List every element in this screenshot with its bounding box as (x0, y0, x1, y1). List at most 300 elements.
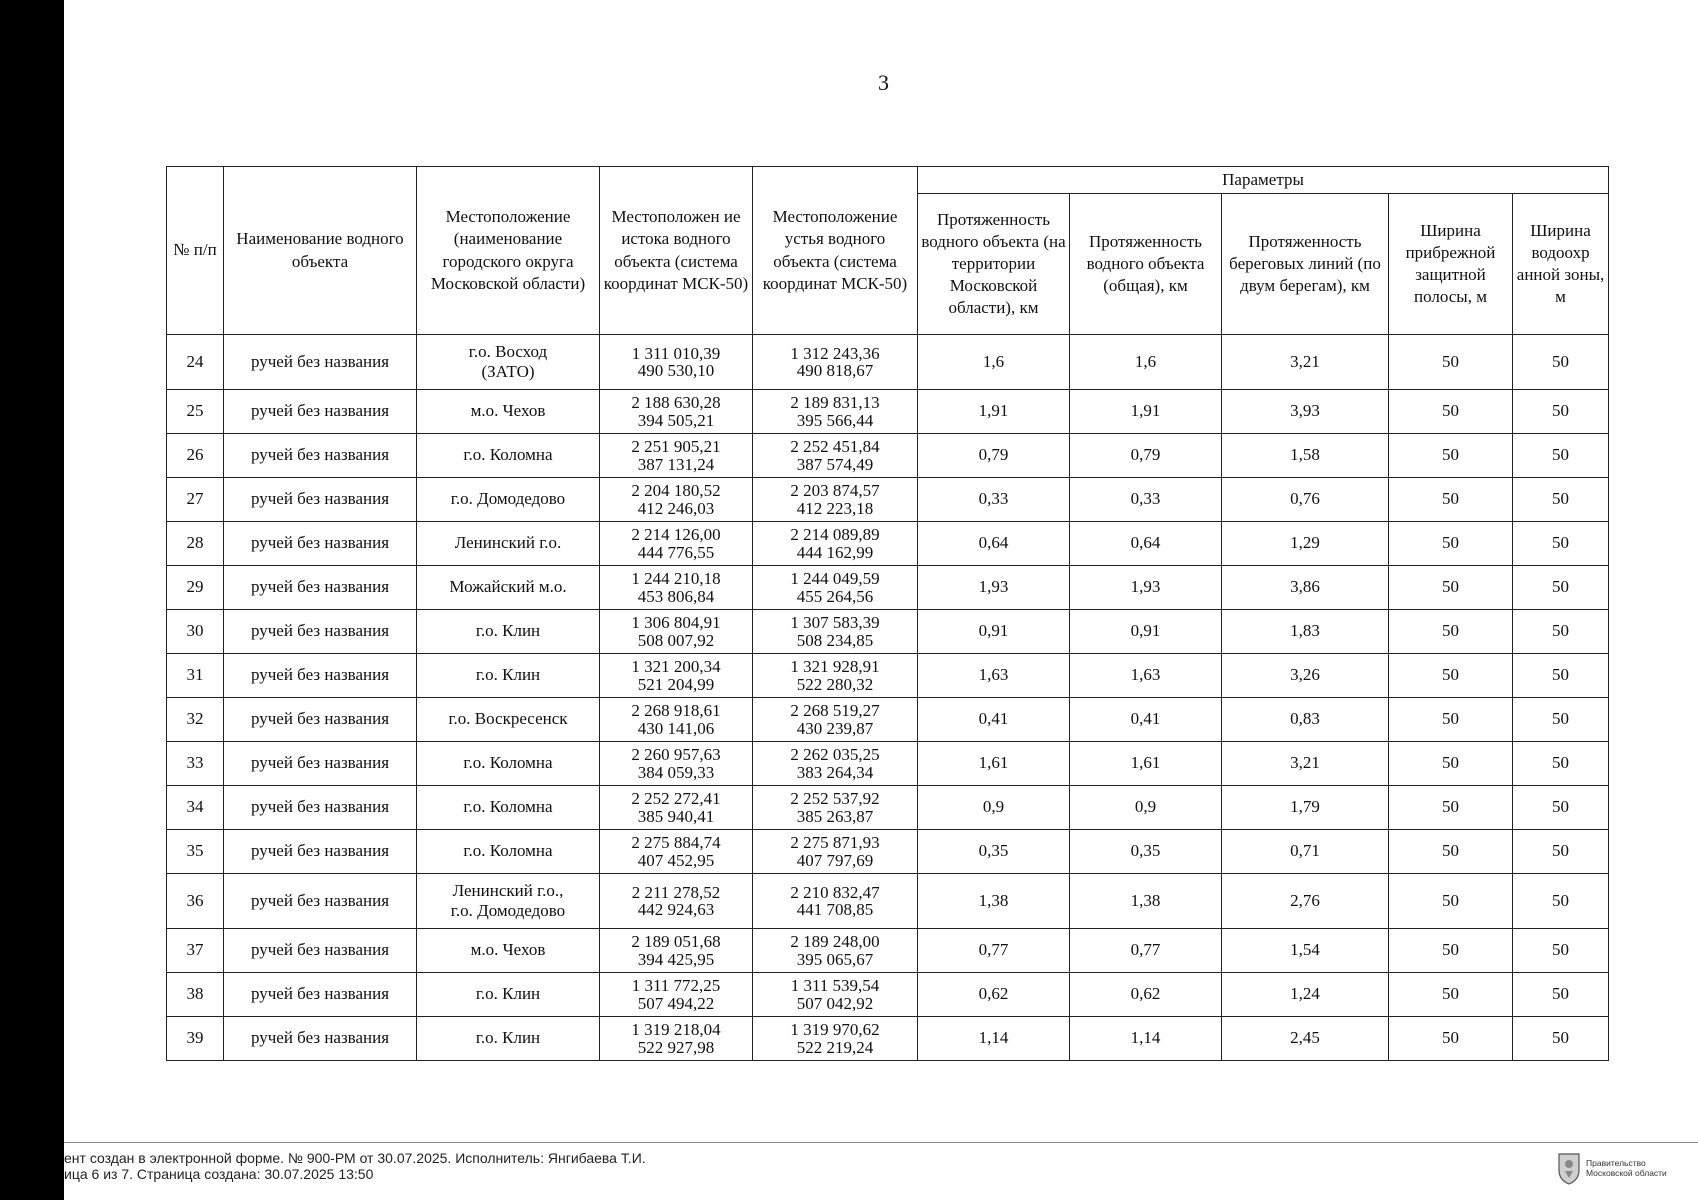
cell-name (224, 698, 417, 742)
cell-location (417, 874, 600, 929)
cell-source-coords-text: 2 252 272,41 (631, 789, 721, 809)
header-num: № п/п (167, 167, 224, 335)
cell-protect-width (1513, 929, 1609, 973)
cell-location (417, 654, 600, 698)
cell-protect-width-text: 50 (1552, 1028, 1570, 1048)
cell-mouth-coords-text: 407 797,69 (796, 850, 874, 870)
cell-protect-width (1513, 830, 1609, 874)
cell-len-region-text: 0,62 (978, 984, 1009, 1004)
cell-coastal-width (1389, 478, 1513, 522)
cell-num-text: 29 (186, 577, 204, 597)
cell-protect-width (1513, 874, 1609, 929)
cell-protect-width (1513, 1017, 1609, 1061)
cell-coastal-width (1389, 742, 1513, 786)
cell-source-coords-text: 2 214 126,00 (631, 525, 721, 545)
cell-num (167, 654, 224, 698)
cell-source-coords-text: 2 204 180,52 (631, 481, 721, 501)
cell-coastal-width (1389, 522, 1513, 566)
cell-name-text: ручей без названия (250, 577, 390, 597)
cell-shore-len (1222, 478, 1389, 522)
cell-source-coords-text: 442 924,63 (637, 900, 715, 919)
cell-coastal-width (1389, 654, 1513, 698)
cell-len-region (918, 698, 1070, 742)
cell-len-total-text: 0,62 (1130, 984, 1161, 1004)
cell-name (224, 522, 417, 566)
cell-source-coords (600, 478, 753, 522)
table-body (167, 335, 1609, 1061)
cell-shore-len-text: 0,83 (1290, 709, 1320, 729)
cell-shore-len (1222, 566, 1389, 610)
cell-location-text: Можайский м.о. (449, 577, 567, 597)
cell-source-coords-text: 430 141,06 (637, 718, 715, 738)
cell-len-region-text: 0,64 (978, 533, 1009, 553)
cell-len-total-text: 0,64 (1130, 533, 1161, 553)
table-row (167, 335, 1609, 390)
cell-protect-width-text: 50 (1552, 445, 1570, 465)
cell-mouth-coords (753, 742, 918, 786)
cell-shore-len (1222, 654, 1389, 698)
cell-location-text: Ленинский г.о., (452, 880, 564, 900)
cell-mouth-coords (753, 874, 918, 929)
cell-source-coords-text: 1 244 210,18 (631, 569, 721, 589)
cell-mouth-coords (753, 973, 918, 1017)
cell-len-total (1070, 654, 1222, 698)
cell-num-text: 39 (186, 1028, 204, 1048)
cell-shore-len-text: 1,29 (1290, 533, 1320, 553)
cell-len-total (1070, 610, 1222, 654)
cell-mouth-coords (753, 830, 918, 874)
cell-source-coords-text: 2 189 051,68 (631, 932, 721, 952)
cell-source-coords-text: 407 452,95 (637, 850, 715, 870)
cell-len-total-text: 1,61 (1130, 753, 1161, 773)
cell-mouth-coords-text: 1 311 539,54 (790, 976, 880, 996)
cell-mouth-coords (753, 929, 918, 973)
coat-of-arms-icon (1556, 1150, 1582, 1186)
cell-coastal-width (1389, 335, 1513, 390)
cell-protect-width-text: 50 (1552, 489, 1570, 509)
cell-coastal-width (1389, 929, 1513, 973)
cell-name-text: ручей без названия (250, 841, 390, 861)
cell-source-coords (600, 566, 753, 610)
cell-num (167, 929, 224, 973)
cell-len-region (918, 1017, 1070, 1061)
cell-source-coords (600, 973, 753, 1017)
cell-name (224, 786, 417, 830)
cell-name (224, 434, 417, 478)
cell-source-coords-text: 394 425,95 (637, 949, 715, 969)
cell-protect-width-text: 50 (1552, 621, 1570, 641)
cell-len-total (1070, 390, 1222, 434)
cell-num-text: 28 (186, 533, 204, 553)
cell-mouth-coords-text: 522 280,32 (796, 674, 874, 694)
cell-len-total (1070, 830, 1222, 874)
cell-source-coords (600, 610, 753, 654)
cell-coastal-width-text: 50 (1442, 489, 1459, 509)
cell-num-text: 27 (186, 489, 204, 509)
cell-num-text: 25 (186, 401, 204, 421)
cell-len-region-text: 0,79 (978, 445, 1009, 465)
cell-coastal-width (1389, 434, 1513, 478)
cell-mouth-coords-text: 387 574,49 (796, 454, 874, 474)
cell-len-region (918, 786, 1070, 830)
cell-name (224, 566, 417, 610)
cell-protect-width-text: 50 (1552, 753, 1570, 773)
cell-name-text: ручей без названия (250, 890, 390, 910)
cell-num-text: 35 (186, 841, 204, 861)
cell-source-coords-text: 521 204,99 (637, 674, 715, 694)
cell-location (417, 698, 600, 742)
cell-len-region-text: 1,91 (978, 401, 1009, 421)
cell-protect-width-text: 50 (1552, 351, 1570, 371)
cell-source-coords-text: 453 806,84 (637, 586, 715, 606)
cell-location-text: г.о. Воскресенск (448, 709, 568, 729)
cell-source-coords-text: 2 275 884,74 (631, 833, 721, 853)
cell-coastal-width-text: 50 (1442, 533, 1459, 553)
header-name: Наименование водного объекта (224, 167, 417, 335)
cell-name (224, 830, 417, 874)
cell-coastal-width (1389, 698, 1513, 742)
cell-len-region (918, 390, 1070, 434)
cell-protect-width-text: 50 (1552, 841, 1570, 861)
cell-source-coords-text: 1 311 772,25 (631, 976, 721, 996)
cell-source-coords-text: 490 530,10 (637, 361, 715, 380)
cell-mouth-coords (753, 335, 918, 390)
cell-source-coords-text: 2 251 905,21 (631, 437, 721, 457)
cell-coastal-width-text: 50 (1442, 351, 1459, 371)
cell-source-coords-text: 2 268 918,61 (631, 701, 721, 721)
cell-protect-width (1513, 390, 1609, 434)
cell-num (167, 786, 224, 830)
cell-name (224, 654, 417, 698)
cell-len-region-text: 0,91 (978, 621, 1009, 641)
cell-location-text: г.о. Восход (468, 341, 548, 361)
cell-mouth-coords-text: 1 244 049,59 (790, 569, 880, 589)
cell-location-text: г.о. Клин (475, 621, 541, 641)
cell-coastal-width-text: 50 (1442, 841, 1459, 861)
cell-shore-len (1222, 610, 1389, 654)
cell-protect-width-text: 50 (1552, 797, 1570, 817)
cell-mouth-coords-text: 383 264,34 (796, 762, 874, 782)
cell-len-total (1070, 566, 1222, 610)
cell-num (167, 742, 224, 786)
footer-line-2: ица 6 из 7. Страница создана: 30.07.2025 13:50 (64, 1166, 374, 1182)
cell-len-total-text: 0,77 (1130, 940, 1161, 960)
cell-source-coords (600, 874, 753, 929)
cell-location-text: г.о. Клин (475, 665, 541, 685)
cell-location (417, 742, 600, 786)
cell-len-region (918, 874, 1070, 929)
cell-shore-len (1222, 929, 1389, 973)
cell-name (224, 973, 417, 1017)
cell-shore-len (1222, 390, 1389, 434)
cell-coastal-width (1389, 874, 1513, 929)
cell-shore-len (1222, 1017, 1389, 1061)
cell-mouth-coords-text: 1 321 928,91 (790, 657, 880, 677)
cell-shore-len (1222, 335, 1389, 390)
cell-location (417, 786, 600, 830)
cell-shore-len-text: 3,86 (1290, 577, 1320, 597)
cell-coastal-width (1389, 973, 1513, 1017)
cell-len-total (1070, 973, 1222, 1017)
cell-mouth-coords (753, 1017, 918, 1061)
cell-coastal-width (1389, 390, 1513, 434)
cell-len-total (1070, 698, 1222, 742)
cell-len-total (1070, 478, 1222, 522)
cell-source-coords-text: 507 494,22 (637, 993, 715, 1013)
cell-location-text: (ЗАТО) (481, 362, 535, 381)
cell-mouth-coords-text: 507 042,92 (796, 993, 874, 1013)
cell-source-coords-text: 412 246,03 (637, 498, 715, 518)
cell-len-total-text: 0,33 (1130, 489, 1161, 509)
cell-source-coords (600, 698, 753, 742)
cell-shore-len-text: 1,54 (1290, 940, 1320, 960)
cell-coastal-width (1389, 566, 1513, 610)
cell-len-region-text: 1,14 (978, 1028, 1009, 1048)
cell-source-coords-text: 2 211 278,52 (631, 882, 721, 902)
cell-name-text: ручей без названия (250, 401, 390, 421)
page-number: 3 (878, 70, 889, 95)
cell-name-text: ручей без названия (250, 533, 390, 553)
cell-coastal-width-text: 50 (1442, 753, 1459, 773)
cell-protect-width-text: 50 (1552, 577, 1570, 597)
cell-mouth-coords (753, 566, 918, 610)
cell-num (167, 335, 224, 390)
cell-source-coords (600, 434, 753, 478)
cell-source-coords-text: 522 927,98 (637, 1037, 715, 1057)
cell-protect-width (1513, 698, 1609, 742)
cell-num-text: 33 (186, 753, 204, 773)
cell-name-text: ручей без названия (250, 489, 390, 509)
cell-len-region-text: 0,33 (978, 489, 1009, 509)
cell-coastal-width-text: 50 (1442, 709, 1459, 729)
cell-mouth-coords-text: 1 307 583,39 (790, 613, 880, 633)
cell-source-coords (600, 390, 753, 434)
cell-location-text: г.о. Домодедово (450, 489, 566, 509)
cell-location-text: г.о. Клин (475, 1028, 541, 1048)
cell-num-text: 38 (186, 984, 204, 1004)
cell-len-total-text: 0,9 (1134, 797, 1157, 817)
cell-location-text: м.о. Чехов (470, 940, 546, 960)
cell-coastal-width (1389, 830, 1513, 874)
cell-source-coords-text: 2 188 630,28 (631, 393, 721, 413)
cell-mouth-coords (753, 478, 918, 522)
cell-mouth-coords-text: 385 263,87 (796, 806, 874, 826)
cell-protect-width-text: 50 (1552, 533, 1570, 553)
cell-num (167, 610, 224, 654)
cell-len-region (918, 434, 1070, 478)
cell-protect-width (1513, 566, 1609, 610)
cell-num (167, 478, 224, 522)
cell-len-region-text: 1,61 (978, 753, 1009, 773)
cell-protect-width (1513, 522, 1609, 566)
cell-name (224, 478, 417, 522)
cell-coastal-width-text: 50 (1442, 797, 1459, 817)
cell-source-coords-text: 444 776,55 (637, 542, 715, 562)
cell-coastal-width (1389, 610, 1513, 654)
cell-shore-len-text: 3,26 (1290, 665, 1320, 685)
cell-coastal-width (1389, 1017, 1513, 1061)
cell-len-total-text: 1,14 (1130, 1028, 1161, 1048)
cell-shore-len (1222, 973, 1389, 1017)
cell-num-text: 34 (186, 797, 204, 817)
cell-num (167, 566, 224, 610)
cell-shore-len (1222, 742, 1389, 786)
cell-source-coords-text: 394 505,21 (637, 410, 715, 430)
cell-mouth-coords-text: 2 262 035,25 (790, 745, 880, 765)
cell-protect-width (1513, 786, 1609, 830)
cell-mouth-coords (753, 522, 918, 566)
cell-len-total-text: 1,91 (1130, 401, 1161, 421)
cell-mouth-coords-text: 2 210 832,47 (790, 882, 880, 902)
cell-mouth-coords-text: 441 708,85 (796, 900, 874, 919)
cell-source-coords-text: 1 311 010,39 (631, 343, 721, 363)
cell-source-coords-text: 1 321 200,34 (631, 657, 721, 677)
cell-num-text: 37 (186, 940, 204, 960)
cell-len-region-text: 1,93 (978, 577, 1009, 597)
cell-location (417, 434, 600, 478)
cell-len-region-text: 0,77 (978, 940, 1009, 960)
cell-protect-width-text: 50 (1552, 984, 1570, 1004)
cell-coastal-width-text: 50 (1442, 1028, 1459, 1048)
cell-mouth-coords-text: 2 268 519,27 (790, 701, 880, 721)
cell-shore-len (1222, 698, 1389, 742)
table-row (167, 929, 1609, 973)
cell-coastal-width-text: 50 (1442, 940, 1459, 960)
cell-location-text: м.о. Чехов (470, 401, 546, 421)
cell-len-total-text: 0,91 (1130, 621, 1161, 641)
cell-protect-width-text: 50 (1552, 665, 1570, 685)
cell-mouth-coords-text: 2 203 874,57 (790, 481, 880, 501)
cell-protect-width-text: 50 (1552, 890, 1570, 910)
cell-shore-len (1222, 786, 1389, 830)
cell-len-total (1070, 786, 1222, 830)
cell-mouth-coords-text: 2 189 248,00 (790, 932, 880, 952)
cell-len-region (918, 522, 1070, 566)
cell-shore-len-text: 1,79 (1290, 797, 1320, 817)
cell-len-total (1070, 1017, 1222, 1061)
cell-len-region (918, 654, 1070, 698)
cell-name-text: ручей без названия (250, 351, 390, 371)
cell-protect-width (1513, 654, 1609, 698)
cell-mouth-coords (753, 434, 918, 478)
cell-name-text: ручей без названия (250, 984, 390, 1004)
cell-mouth-coords-text: 444 162,99 (796, 542, 874, 562)
cell-num-text: 32 (186, 709, 204, 729)
cell-name-text: ручей без названия (250, 753, 390, 773)
government-logo (1556, 1150, 1667, 1186)
cell-mouth-coords-text: 395 065,67 (796, 949, 874, 969)
header-shore-len: Протяженность береговых линий (по двум берегам), км (1222, 194, 1389, 335)
cell-num (167, 698, 224, 742)
cell-num-text: 36 (186, 890, 204, 910)
table-row (167, 654, 1609, 698)
cell-mouth-coords-text: 2 189 831,13 (790, 393, 880, 413)
cell-mouth-coords-text: 1 312 243,36 (790, 343, 880, 363)
cell-mouth-coords (753, 610, 918, 654)
scan-edge-bar (0, 0, 64, 1200)
cell-protect-width (1513, 478, 1609, 522)
cell-shore-len-text: 1,83 (1290, 621, 1320, 641)
cell-len-region (918, 478, 1070, 522)
cell-source-coords-text: 508 007,92 (637, 630, 715, 650)
cell-location (417, 335, 600, 390)
cell-len-total (1070, 742, 1222, 786)
cell-len-region-text: 1,6 (982, 351, 1005, 371)
cell-len-region (918, 929, 1070, 973)
cell-location-text: г.о. Коломна (463, 797, 553, 817)
cell-len-total-text: 1,38 (1130, 890, 1161, 910)
document-footer (64, 1150, 646, 1182)
cell-len-total-text: 0,35 (1130, 841, 1161, 861)
cell-source-coords (600, 786, 753, 830)
cell-protect-width (1513, 742, 1609, 786)
cell-location-text: г.о. Коломна (463, 753, 553, 773)
table-row (167, 1017, 1609, 1061)
cell-mouth-coords (753, 390, 918, 434)
cell-len-region (918, 610, 1070, 654)
cell-len-region (918, 742, 1070, 786)
cell-len-region-text: 1,38 (978, 890, 1009, 910)
cell-len-region-text: 0,35 (978, 841, 1009, 861)
cell-shore-len-text: 2,45 (1290, 1028, 1320, 1048)
cell-len-region-text: 1,63 (978, 665, 1009, 685)
header-source: Местоположен ие истока водного объекта (система координат МСК-50) (600, 167, 753, 335)
cell-location (417, 973, 600, 1017)
cell-name (224, 742, 417, 786)
cell-location (417, 610, 600, 654)
cell-len-total-text: 0,41 (1130, 709, 1161, 729)
header-location: Местоположение (наименование городского округа Московской области) (417, 167, 600, 335)
cell-source-coords (600, 654, 753, 698)
table-row (167, 522, 1609, 566)
table-row (167, 973, 1609, 1017)
cell-source-coords-text: 384 059,33 (637, 762, 715, 782)
cell-mouth-coords-text: 2 252 451,84 (790, 437, 880, 457)
cell-len-total-text: 1,93 (1130, 577, 1161, 597)
cell-len-region (918, 335, 1070, 390)
cell-coastal-width-text: 50 (1442, 890, 1459, 910)
cell-name-text: ручей без названия (250, 445, 390, 465)
cell-location (417, 390, 600, 434)
table-row (167, 390, 1609, 434)
cell-coastal-width-text: 50 (1442, 577, 1459, 597)
cell-coastal-width-text: 50 (1442, 621, 1459, 641)
cell-len-region (918, 566, 1070, 610)
cell-source-coords-text: 1 319 218,04 (631, 1020, 721, 1040)
cell-source-coords-text: 387 131,24 (637, 454, 715, 474)
cell-num (167, 973, 224, 1017)
cell-mouth-coords-text: 412 223,18 (796, 498, 874, 518)
cell-len-total-text: 1,6 (1134, 351, 1157, 371)
cell-source-coords (600, 742, 753, 786)
cell-source-coords (600, 830, 753, 874)
cell-mouth-coords-text: 2 252 537,92 (790, 789, 880, 809)
cell-source-coords (600, 522, 753, 566)
table-row (167, 786, 1609, 830)
cell-shore-len-text: 1,58 (1290, 445, 1320, 465)
cell-shore-len (1222, 830, 1389, 874)
cell-shore-len (1222, 522, 1389, 566)
cell-location-text: г.о. Клин (475, 984, 541, 1004)
cell-mouth-coords (753, 698, 918, 742)
cell-protect-width-text: 50 (1552, 709, 1570, 729)
cell-location (417, 929, 600, 973)
cell-name (224, 610, 417, 654)
cell-name (224, 874, 417, 929)
cell-len-total (1070, 522, 1222, 566)
cell-len-total-text: 1,63 (1130, 665, 1161, 685)
cell-location-text: г.о. Коломна (463, 445, 553, 465)
